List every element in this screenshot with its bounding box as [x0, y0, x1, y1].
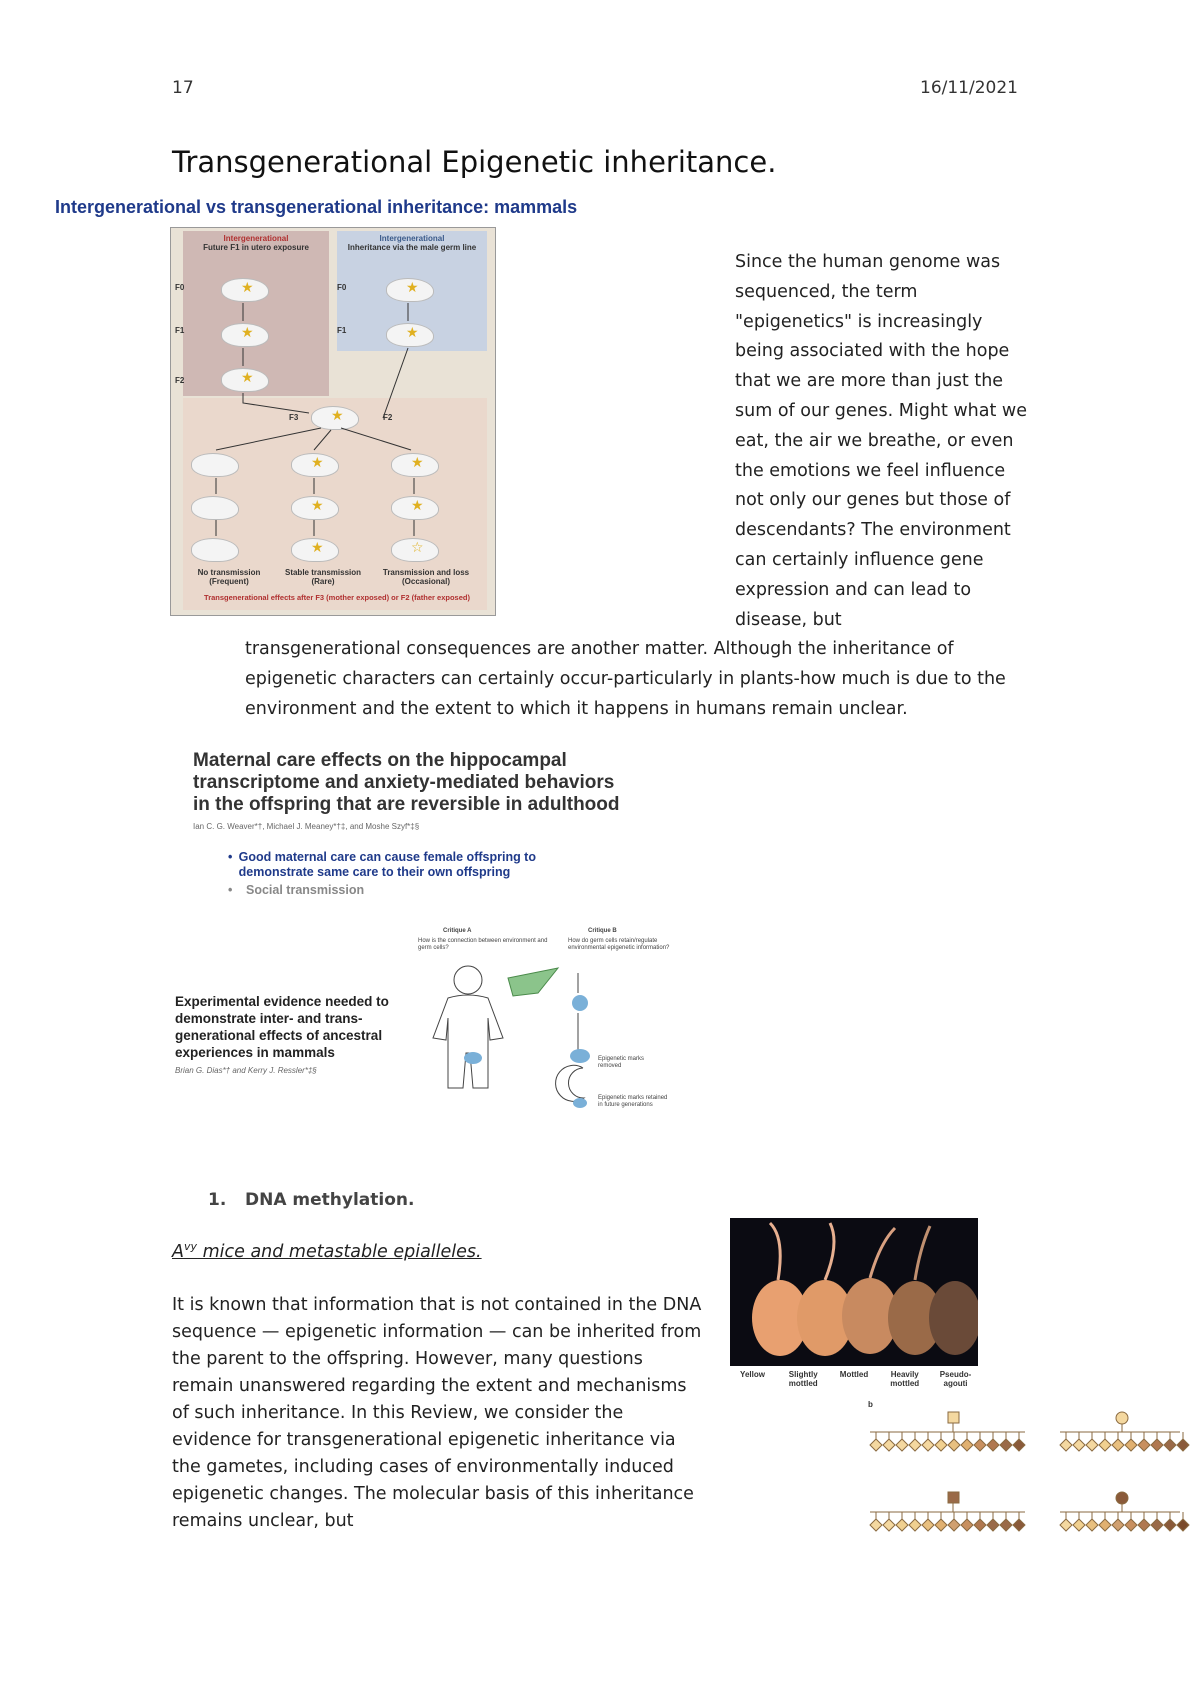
diamond-icon	[961, 1439, 973, 1451]
diamond-icon	[948, 1519, 960, 1531]
label-slightly-mottled: Slightly mottled	[788, 1370, 818, 1388]
diamond-icon	[1086, 1439, 1098, 1451]
panel-left-subtitle: Future F1 in utero exposure	[203, 243, 309, 252]
pedigree-charts	[860, 1410, 1200, 1540]
paragraph-intro-continued: transgenerational consequences are another matter. Although the inheritance of epigenetic characters can certainly occur-particularly in plants-how much is due to the environment and the extent to which it happens in humans remain unclear.	[245, 639, 1006, 719]
circle-icon	[1116, 1412, 1128, 1424]
star-icon: ★	[331, 408, 344, 424]
diamond-icon	[1099, 1439, 1111, 1451]
star-icon: ★	[406, 280, 419, 296]
diamond-icon	[896, 1519, 908, 1531]
mice-photo-illustration	[730, 1218, 978, 1366]
article2-title: Experimental evidence needed to demonstrate inter- and trans-generational effects of ancestral experiences in mammals	[175, 994, 389, 1060]
page-number: 17	[172, 78, 194, 98]
panel-b-label: b	[868, 1400, 873, 1409]
diamond-icon	[1060, 1439, 1072, 1451]
diamond-icon	[974, 1519, 986, 1531]
label-pseudo-agouti: Pseudo-agouti	[939, 1370, 972, 1388]
article2-diagram	[418, 928, 678, 1118]
diamond-icon	[1112, 1439, 1124, 1451]
square-icon	[948, 1412, 959, 1423]
article1-title-line3: in the offspring that are reversible in adulthood	[193, 794, 620, 815]
label-mottled: Mottled	[839, 1370, 869, 1379]
bullet-icon: •	[228, 850, 233, 864]
article1-title-line2: transcriptome and anxiety-mediated behaviors	[193, 772, 615, 793]
figure1-arrows	[171, 228, 495, 615]
star-icon: ★	[411, 455, 424, 471]
diamond-icon	[1000, 1439, 1012, 1451]
agouti-mice-photo	[730, 1218, 978, 1366]
diamond-icon	[1138, 1519, 1150, 1531]
cell-icon	[570, 1049, 590, 1063]
article1-bullets	[228, 850, 578, 897]
diamond-icon	[896, 1439, 908, 1451]
panel-right-title: Intergenerational	[379, 234, 445, 243]
article2-authors: Brian G. Dias*† and Kerry J. Ressler*‡§	[175, 1066, 317, 1075]
section-number: 1.	[208, 1190, 227, 1210]
star-icon: ☆	[411, 540, 424, 556]
diamond-icon	[870, 1439, 882, 1451]
diamond-icon	[974, 1439, 986, 1451]
panel-left-title: Intergenerational	[223, 234, 289, 243]
paragraph-intro: Since the human genome was sequenced, the term "epigenetics" is increasingly being associated with the hope that we are more than just the sum of our genes. Might what we eat, the air we breathe, or even the emotions we feel influence not only our genes but those of descendants? The environment can certainly influence gene expression and can lead to disease, but	[735, 252, 1027, 630]
subsection-rest: mice and metastable epialleles.	[197, 1241, 482, 1262]
circle-icon	[1116, 1492, 1128, 1504]
subsection-superscript: vy	[183, 1240, 198, 1253]
diamond-icon	[987, 1519, 999, 1531]
star-icon: ★	[311, 540, 324, 556]
diamond-icon	[1138, 1439, 1150, 1451]
diamond-icon	[883, 1519, 895, 1531]
star-icon: ★	[311, 498, 324, 514]
critique-b-label: Critique B	[588, 928, 617, 934]
label-yellow: Yellow	[740, 1370, 765, 1379]
gen-label-f2-paternal: F2	[383, 413, 393, 422]
diamond-icon	[1164, 1519, 1176, 1531]
star-icon: ★	[241, 280, 254, 296]
page-title: Transgenerational Epigenetic inheritance.	[172, 145, 777, 179]
article1-title-line1: Maternal care effects on the hippocampal	[193, 750, 567, 771]
diamond-icon	[1125, 1439, 1137, 1451]
diamond-icon	[1073, 1519, 1085, 1531]
outcome-transmission-loss: Transmission and loss (Occasional)	[382, 568, 470, 586]
article1-title	[193, 750, 620, 816]
label-epigenetic-marks-retained: Epigenetic marks retained in future generations	[598, 1095, 668, 1108]
gen-label-f1: F1	[175, 326, 185, 335]
diamond-icon	[961, 1519, 973, 1531]
diamond-icon	[1099, 1519, 1111, 1531]
diamond-icon	[987, 1439, 999, 1451]
article1-bullet1: Good maternal care can cause female offspring to demonstrate same care to their own offspring	[238, 850, 536, 879]
article1-authors: Ian C. G. Weaver*†, Michael J. Meaney*†‡, and Moshe Szyf*‡§	[193, 822, 420, 831]
square-icon	[948, 1492, 959, 1503]
diamond-icon	[922, 1519, 934, 1531]
critique-b-text: How do germ cells retain/regulate environmental epigenetic information?	[568, 938, 670, 951]
star-icon: ★	[411, 498, 424, 514]
label-epigenetic-marks-removed: Epigenetic marks removed	[598, 1056, 645, 1069]
diamond-icon	[870, 1519, 882, 1531]
diamond-icon	[883, 1439, 895, 1451]
subsection-prefix: A	[172, 1241, 184, 1262]
mice-labels	[730, 1370, 978, 1388]
figure1-diagram	[170, 227, 496, 616]
diamond-icon	[1177, 1519, 1189, 1531]
diamond-icon	[909, 1439, 921, 1451]
section-title: DNA methylation.	[245, 1190, 415, 1210]
critique-a-text: How is the connection between environment and germ cells?	[418, 938, 548, 951]
page-date: 16/11/2021	[920, 78, 1018, 98]
diamond-icon	[1013, 1519, 1025, 1531]
cell-icon	[572, 995, 588, 1011]
diamond-icon	[1000, 1519, 1012, 1531]
diamond-icon	[935, 1439, 947, 1451]
outcome-no-transmission: No transmission (Frequent)	[197, 568, 261, 586]
diamond-icon	[1073, 1439, 1085, 1451]
figure1-footer: Transgenerational effects after F3 (mother exposed) or F2 (father exposed)	[204, 593, 470, 602]
diamond-icon	[1086, 1519, 1098, 1531]
star-icon: ★	[406, 325, 419, 341]
star-icon: ★	[311, 455, 324, 471]
diamond-icon	[948, 1439, 960, 1451]
label-heavily-mottled: Heavily mottled	[890, 1370, 920, 1388]
subsection-heading	[172, 1240, 482, 1262]
star-icon: ★	[241, 370, 254, 386]
diamond-icon	[1013, 1439, 1025, 1451]
bullet-icon: •	[228, 883, 233, 897]
diamond-icon	[935, 1519, 947, 1531]
diamond-icon	[1112, 1519, 1124, 1531]
diamond-icon	[1151, 1519, 1163, 1531]
panel-right-subtitle: Inheritance via the male germ line	[347, 243, 477, 252]
figure1-title: Intergenerational vs transgenerational inheritance: mammals	[55, 197, 578, 217]
gen-label-f3: F3	[289, 413, 299, 422]
diamond-icon	[909, 1519, 921, 1531]
human-figure-diagram	[418, 958, 678, 1118]
outcome-stable-transmission: Stable transmission (Rare)	[284, 568, 362, 586]
diamond-icon	[1151, 1439, 1163, 1451]
gen-label-f0: F0	[175, 283, 185, 292]
diamond-icon	[922, 1439, 934, 1451]
diamond-icon	[1125, 1519, 1137, 1531]
gen-label-f2: F2	[175, 376, 185, 385]
diamond-icon	[1060, 1519, 1072, 1531]
germ-cell-icon	[464, 1052, 482, 1064]
article1-bullet2: Social transmission	[246, 883, 365, 897]
diamond-icon	[1164, 1439, 1176, 1451]
diamond-icon	[1177, 1439, 1189, 1451]
gen-label-f0-paternal: F0	[337, 283, 347, 292]
star-icon: ★	[241, 325, 254, 341]
paragraph-dna-methylation: It is known that information that is not contained in the DNA sequence — epigenetic information — can be inherited from the parent to the offspring. However, many questions remain unanswered regarding the extent and mechanisms of such inheritance. In this Review, we consider the evidence for transgenerational epigenetic inheritance via the gametes, including cases of environmentally induced epigenetic changes. The molecular basis of this inheritance remains unclear, but	[172, 1295, 702, 1531]
critique-a-label: Critique A	[443, 928, 472, 934]
gen-label-f1-paternal: F1	[337, 326, 347, 335]
